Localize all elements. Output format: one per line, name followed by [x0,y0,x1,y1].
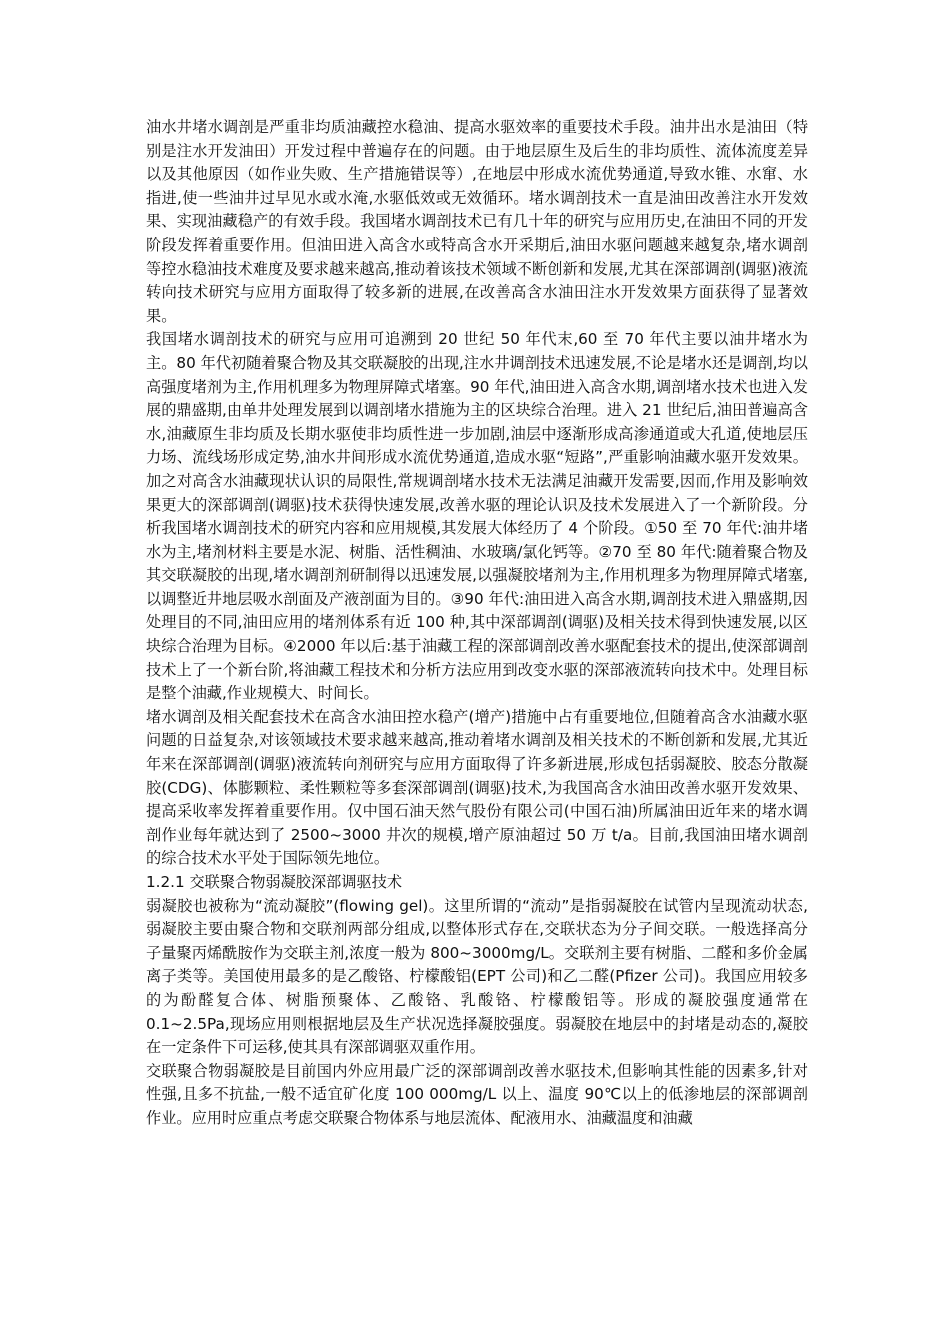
paragraph-intro: 油水井堵水调剖是严重非均质油藏控水稳油、提高水驱效率的重要技术手段。油井出水是油田（特别是注水开发油田）开发过程中普遍存在的问题。由于地层原生及后生的非均质性、流体流度差异以及其他原因（如作业失败、生产措施错误等）,在地层中形成水流优势通道,导致水锥、水窜、水指进,使一些油井过早见水或水淹,水驱低效或无效循环。堵水调剖技术一直是油田改善注水开发效果、实现油藏稳产的有效手段。我国堵水调剖技术已有几十年的研究与应用历史,在油田不同的开发阶段发挥着重要作用。但油田进入高含水或特高含水开采期后,油田水驱问题越来越复杂,堵水调剖等控水稳油技术难度及要求越来越高,推动着该技术领域不断创新和发展,尤其在深部调剖(调驱)液流转向技术研究与应用方面取得了较多新的进展,在改善高含水油田注水开发效果方面获得了显著效果。 [146,118,808,325]
paragraph-history: 我国堵水调剖技术的研究与应用可追溯到 20 世纪 50 年代末,60 至 70 年代主要以油井堵水为主。80 年代初随着聚合物及其交联凝胶的出现,注水井调剖技术迅速发展,不论是堵水还是调剖,均以高强度堵剂为主,作用机理多为物理屏障式堵塞。90 年代,油田进入高含水期,调剖堵水技术也进入发展的鼎盛期,由单井处理发展到以调剖堵水措施为主的区块综合治理。进入 21 世纪后,油田普遍高含水,油藏原生非均质及长期水驱使非均质性进一步加剧,油层中逐渐形成高渗通道或大孔道,使地层压力场、流线场形成定势,油水井间形成水流优势通道,造成水驱“短路”,严重影响油藏水驱开发效果。加之对高含水油藏现状认识的局限性,常规调剖堵水技术无法满足油藏开发需要,因而,作用及影响效果更大的深部调剖(调驱)技术获得快速发展,改善水驱的理论认识及技术发展进入了一个新阶段。分析我国堵水调剖技术的研究内容和应用规模,其发展大体经历了 4 个阶段。①50 至 70 年代:油井堵水为主,堵剂材料主要是水泥、树脂、活性稠油、水玻璃/氯化钙等。②70 至 80 年代:随着聚合物及其交联凝胶的出现,堵水调剖剂研制得以迅速发展,以强凝胶堵剂为主,作用机理多为物理屏障式堵塞,以调整近井地层吸水剖面及产液剖面为目的。③90 年代:油田进入高含水期,调剖技术进入鼎盛期,因处理目的不同,油田应用的堵剂体系有近 100 种,其中深部调剖(调驱)及相关技术得到快速发展,以区块综合治理为目标。④2000 年以后:基于油藏工程的深部调剖改善水驱配套技术的提出,使深部调剖技术上了一个新台阶,将油藏工程技术和分析方法应用到改变水驱的深部液流转向技术中。处理目标是整个油藏,作业规模大、时间长。 [146,330,808,703]
paragraph-weak-gel-definition: 弱凝胶也被称为“流动凝胶”(flowing gel)。这里所谓的“流动”是指弱凝胶在试管内呈现流动状态,弱凝胶主要由聚合物和交联剂两部分组成,以整体形式存在,交联状态为分子间交联。一般选择高分子量聚丙烯酰胺作为交联主剂,浓度一般为 800~3000mg/L。交联剂主要有树脂、二醛和多价金属离子类等。美国使用最多的是乙酸铬、柠檬酸铝(EPT 公司)和乙二醛(Pfizer 公司)。我国应用较多的为酚醛复合体、树脂预聚体、乙酸铬、乳酸铬、柠檬酸铝等。形成的凝胶强度通常在 0.1~2.5Pa,现场应用则根据地层及生产状况选择凝胶强度。弱凝胶在地层中的封堵是动态的,凝胶在一定条件下可运移,使其具有深部调驱双重作用。 [146,896,808,1057]
paragraph-status: 堵水调剖及相关配套技术在高含水油田控水稳产(增产)措施中占有重要地位,但随着高含水油藏水驱问题的日益复杂,对该领域技术要求越来越高,推动着堵水调剖及相关技术的不断创新和发展,尤其近年来在深部调剖(调驱)液流转向剂研究与应用方面取得了许多新进展,形成包括弱凝胶、胶态分散凝胶(CDG)、体膨颗粒、柔性颗粒等多套深部调剖(调驱)技术,为我国高含水油田改善水驱开发效果、提高采收率发挥着重要作用。仅中国石油天然气股份有限公司(中国石油)所属油田近年来的堵水调剖作业每年就达到了 2500~3000 井次的规模,增产原油超过 50 万 t/a。目前,我国油田堵水调剖的综合技术水平处于国际领先地位。 [146,707,808,868]
paragraph-weak-gel-application: 交联聚合物弱凝胶是目前国内外应用最广泛的深部调剖改善水驱技术,但影响其性能的因素多,针对性强,且多不抗盐,一般不适宜矿化度 100 000mg/L 以上、温度 90℃以上的低渗地层的深部调剖作业。应用时应重点考虑交联聚合物体系与地层流体、配液用水、油藏温度和油藏 [146,1061,808,1127]
section-heading: 1.2.1 交联聚合物弱凝胶深部调驱技术 [146,873,403,891]
document-body [146,116,808,1131]
